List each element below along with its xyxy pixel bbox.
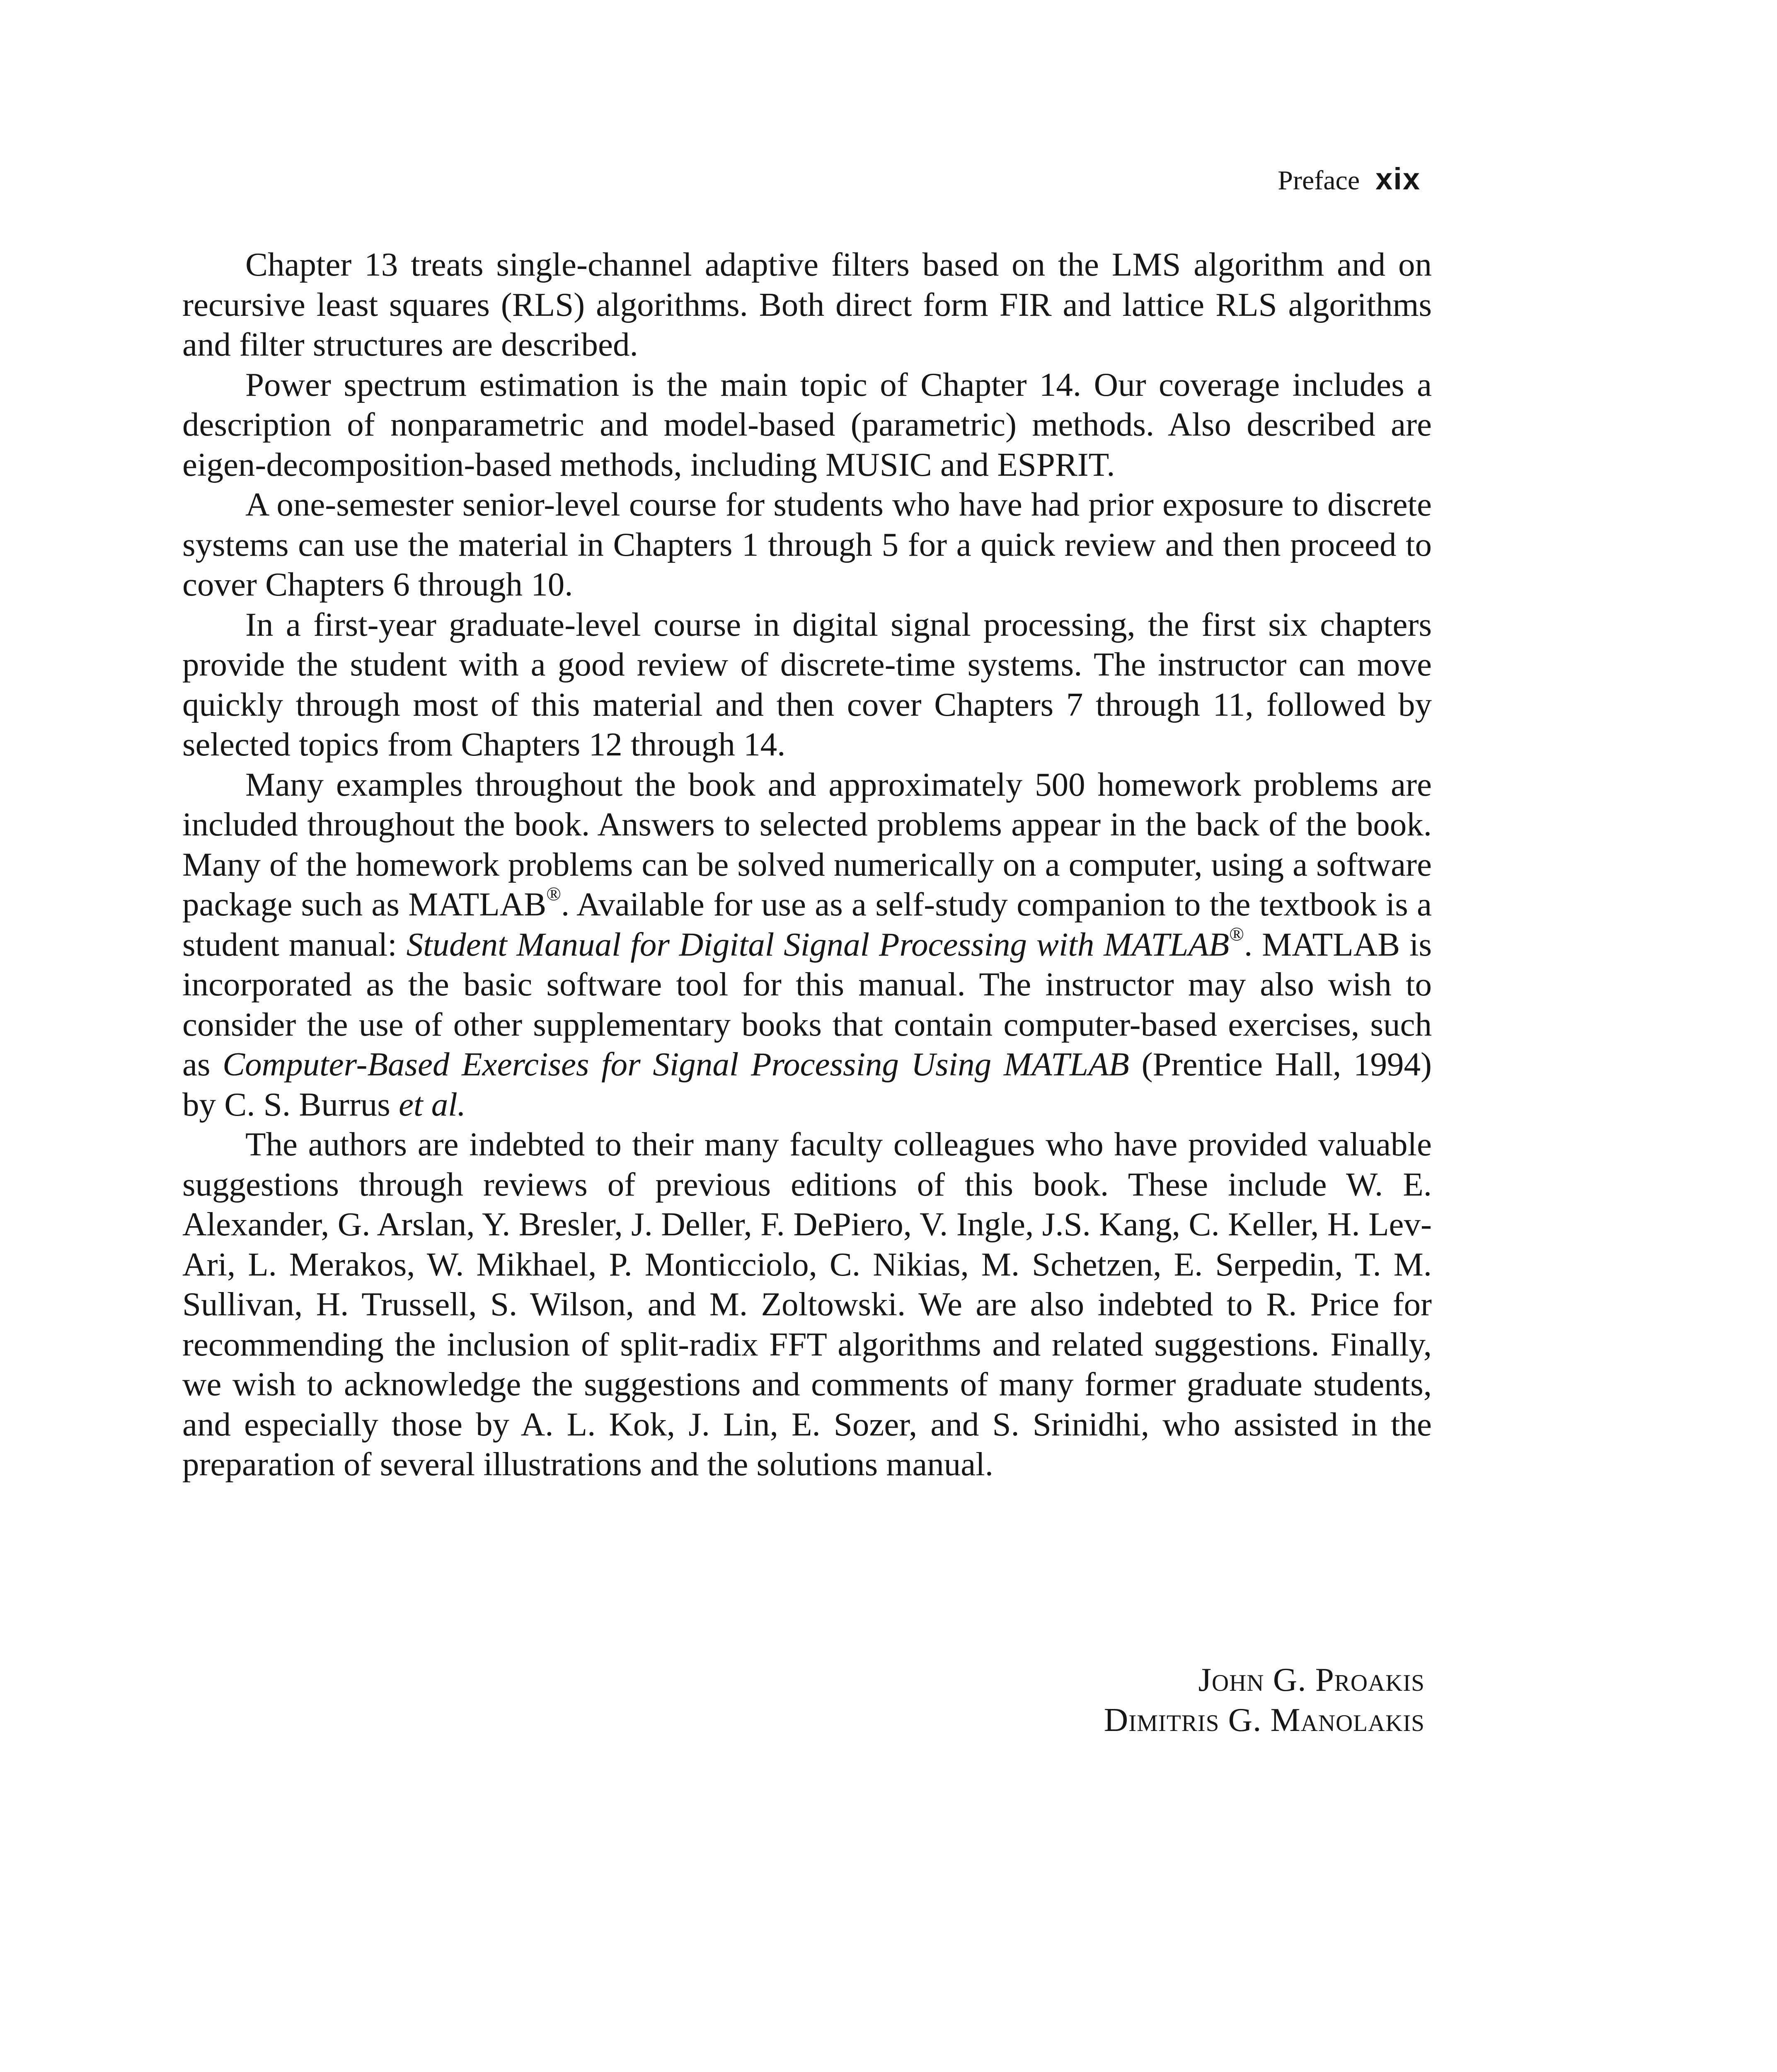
preface-body [182,244,1432,1484]
student-manual-title: Student Manual for Digital Signal Processing with MATLAB [406,925,1230,963]
paragraph-acknowledgments: The authors are indebted to their many faculty colleagues who have provided valuable suggestions through reviews of previous editions of this book. These include W. E. Alexander, G. Arslan, Y. Bresler, J. Deller, F. DePiero, V. Ingle, J.S. Kang, C. Keller, H. Lev-Ari, L. Merakos, W. Mikhael, P. Monticciolo, C. Nikias, M. Schetzen, E. Serpedin, T. M. Sullivan, H. Trussell, S. Wilson, and M. Zoltowski. We are also indebted to R. Price for recommending the inclusion of split-radix FFT algorithms and related suggestions. Finally, we wish to acknowledge the suggestions and comments of many former graduate students, and especially those by A. L. Kok, J. Lin, E. Sozer, and S. Srinidhi, who assisted in the preparation of several illustrations and the solutions manual. [182,1126,1432,1483]
page-number: xix [1375,162,1421,196]
registered-mark-2: ® [1229,923,1244,945]
p5-text-2: . Available for use as a self-study companion to the textbook is a student manual: [182,886,1432,963]
p5-text-1: Many examples throughout the book and approximately 500 homework problems are included throughout the book. Answers to selected problems appear in the back of the book. Many of the homework problems can be solved numerically on a computer, using a software package such as MATLAB [182,765,1432,923]
registered-mark-1: ® [546,883,561,905]
running-header-section: Preface [1278,165,1360,196]
exercises-book-title: Computer-Based Exercises for Signal Processing Using MATLAB [223,1046,1129,1083]
running-header [1278,164,1421,194]
paragraph-graduate-course: In a first-year graduate-level course in digital signal processing, the first six chapters provide the student with a good review of discrete-time systems. The instructor can move quickly through most of this material and then cover Chapters 7 through 11, followed by selected topics from Chapters 12 through 14. [182,605,1432,763]
paragraph-examples-matlab [182,765,1432,1125]
paragraph-senior-course: A one-semester senior-level course for students who have had prior exposure to discrete systems can use the material in Chapters 1 through 5 for a quick review and then proceed to cover Chapters 6 through 10. [182,486,1432,603]
author-manolakis: Dimitris G. Manolakis [1104,1701,1425,1738]
et-al: et al. [399,1085,466,1123]
p5-text-3: . MATLAB is incorporated as the basic software tool for this manual. The instructor may also wish to consider the use of other supplementary books that contain computer-based exercises, such as [182,925,1432,1083]
paragraph-power-spectrum: Power spectrum estimation is the main topic of Chapter 14. Our coverage includes a description of nonparametric and model-based (parametric) methods. Also described are eigen-decomposition-based methods, including MUSIC and ESPRIT. [182,366,1432,483]
author-proakis: John G. Proakis [1198,1661,1425,1698]
paragraph-adaptive-filters: Chapter 13 treats single-channel adaptive filters based on the LMS algorithm and on recursive least squares (RLS) algorithms. Both direct form FIR and lattice RLS algorithms and filter structures are described. [182,246,1432,363]
author-signature [1104,1660,1425,1740]
p5-text-4: (Prentice Hall, 1994) by C. S. Burrus [182,1046,1432,1123]
